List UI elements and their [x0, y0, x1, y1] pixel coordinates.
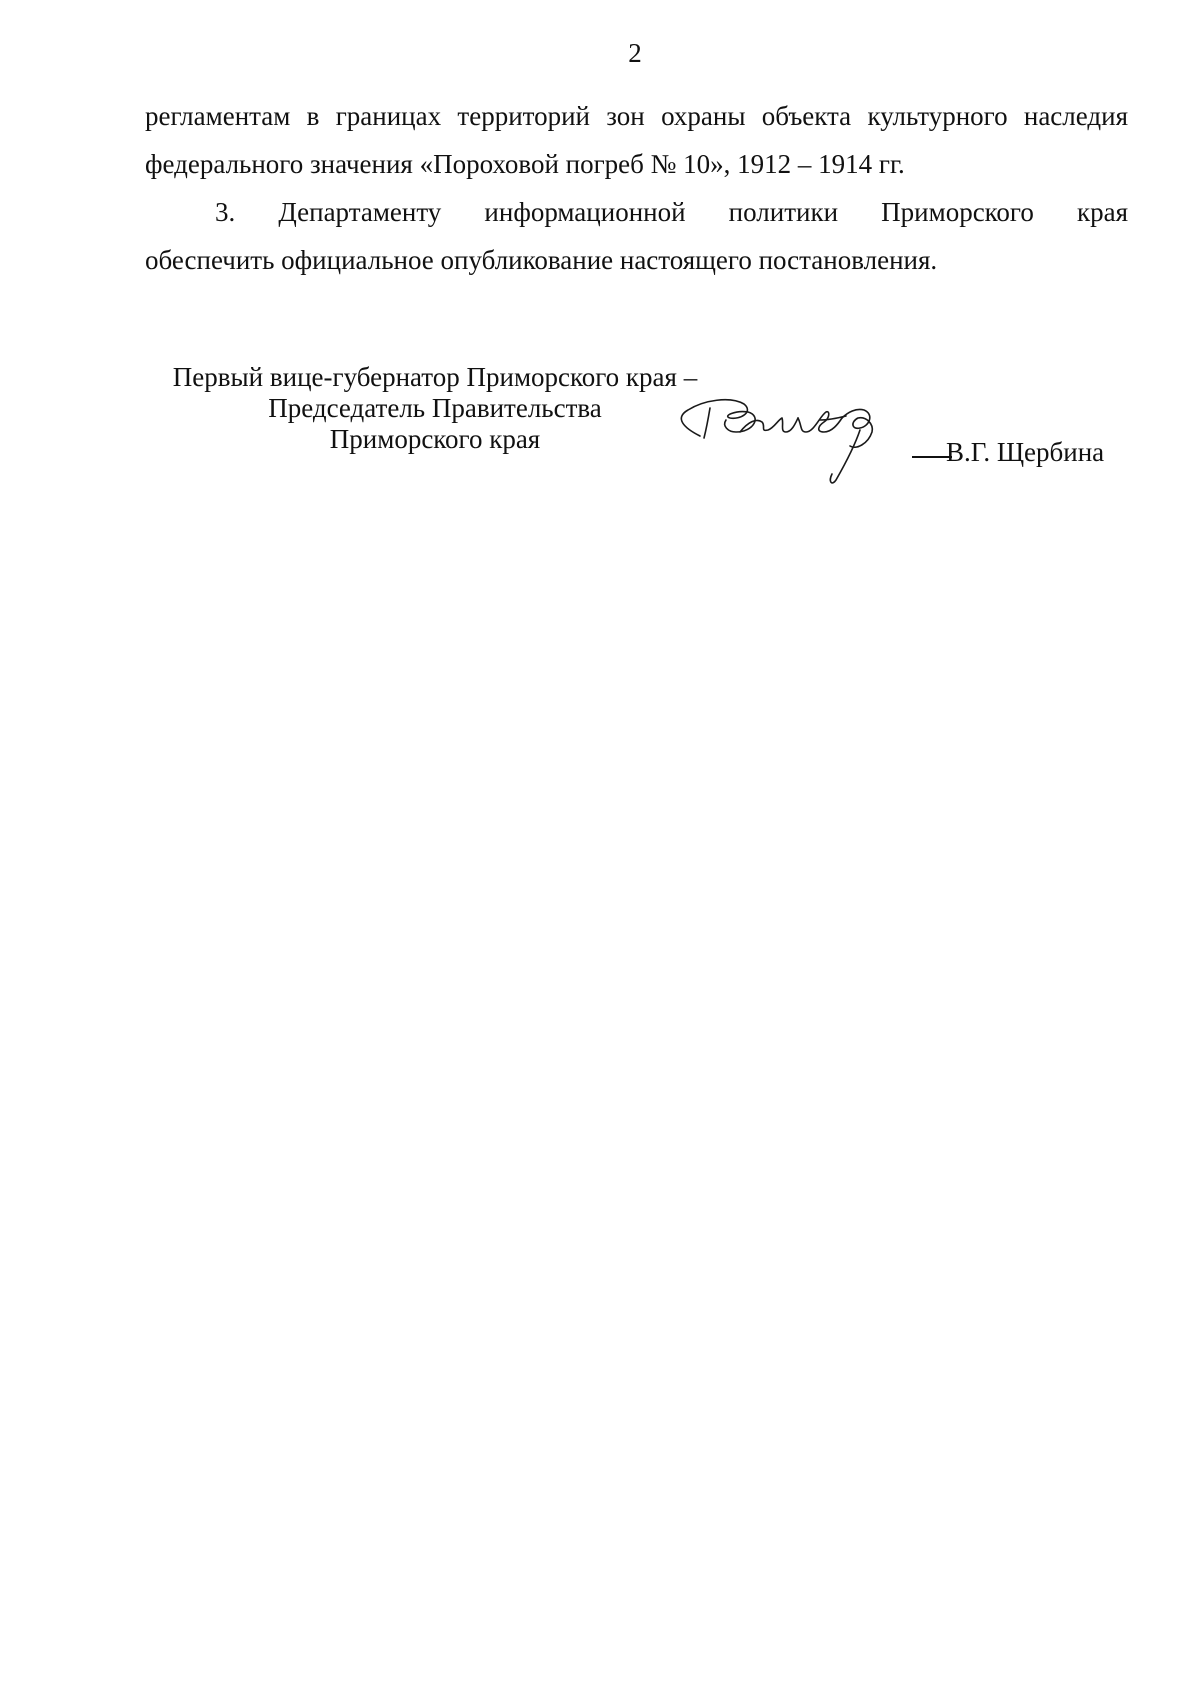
paragraph-continuation [145, 92, 1128, 188]
signer-name: В.Г. Щербина [946, 437, 1105, 467]
signature-title-line: Председатель Правительства [268, 393, 602, 423]
handwritten-signature [670, 388, 910, 498]
signature-title-line: Первый вице-губернатор Приморского края – [172, 362, 698, 392]
paragraph-item-3 [145, 188, 1128, 284]
page-number: 2 [628, 38, 642, 68]
text-line: обеспечить официальное опубликование настоящего постановления. [145, 245, 938, 275]
signature-title-line: Приморского края [329, 424, 541, 454]
text-line: регламентам в границах территорий зон охраны объекта культурного наследия [145, 101, 1128, 131]
signature-title [145, 362, 725, 455]
text-line: федерального значения «Пороховой погреб № 10», 1912 – 1914 гг. [145, 149, 905, 179]
text-line: 3. Департаменту информационной политики Приморского края [215, 197, 1128, 227]
document-body [145, 92, 1128, 284]
